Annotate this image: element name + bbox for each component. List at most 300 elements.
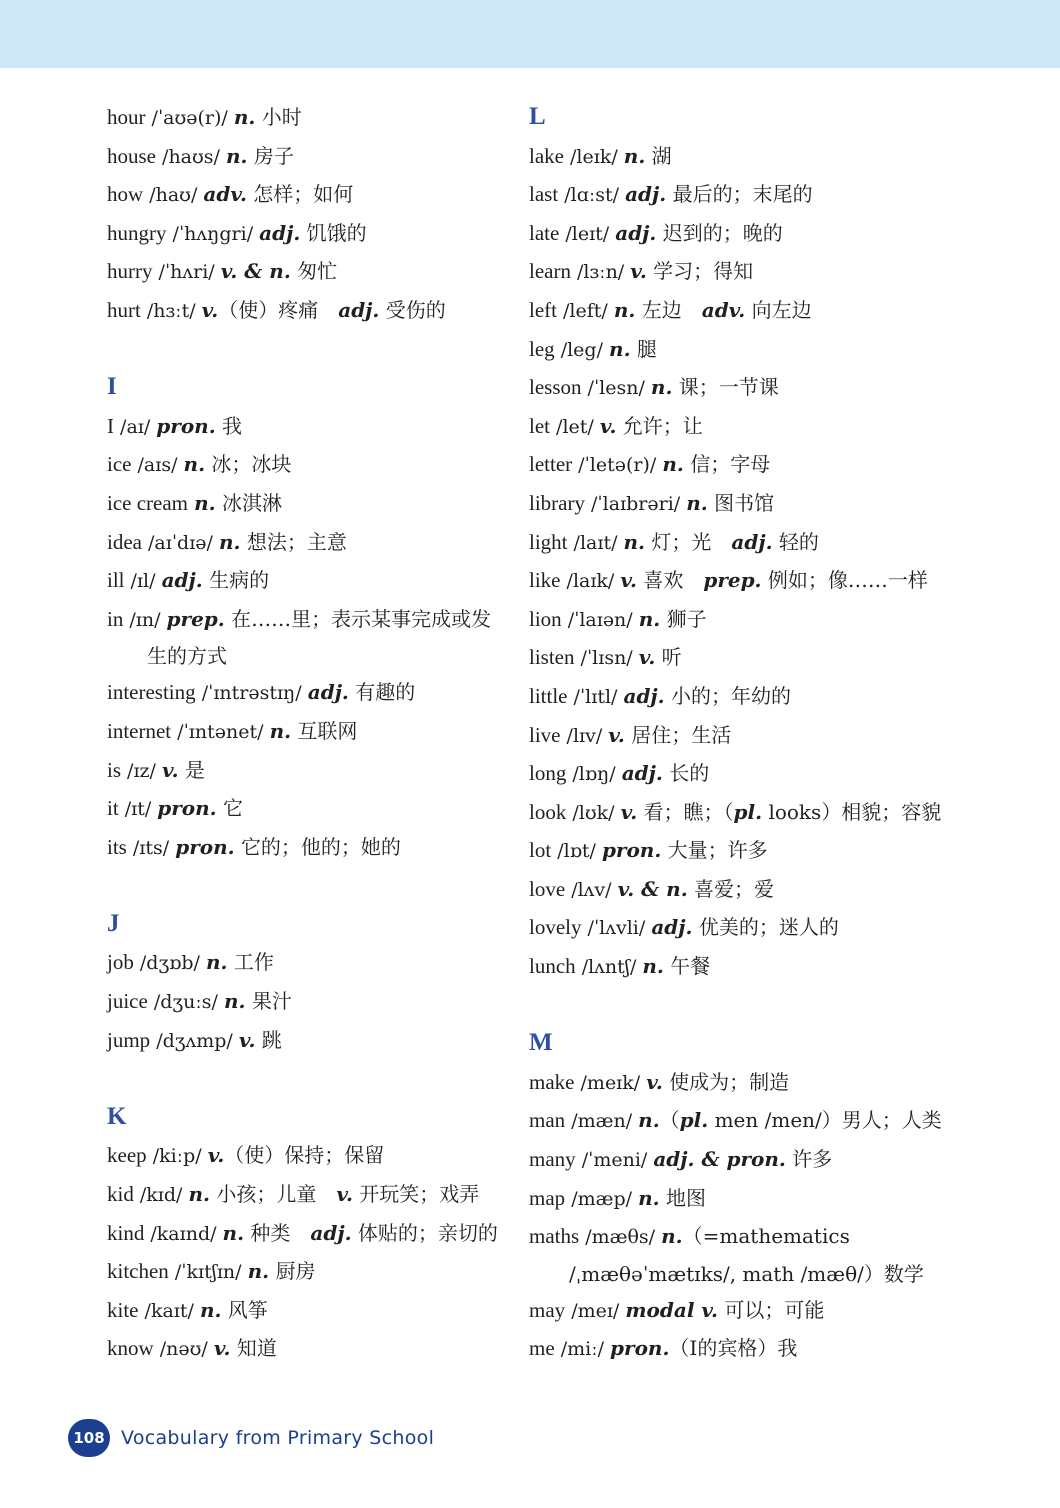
meaning: 我 [215,413,243,438]
meaning: 厨房 [269,1259,316,1284]
meaning: 互联网 [291,718,358,743]
phonetic: /lɑːst/ [558,184,626,207]
meaning: 大量；许多 [661,838,768,863]
headword: ill [107,568,125,593]
vocab-entry [529,1329,999,1368]
part-of-speech: adj. [651,915,693,940]
part-of-speech: prep. [703,568,762,593]
headword: leg [529,336,555,361]
part-of-speech: pron. [156,413,216,438]
part-of-speech: v. [646,1069,663,1094]
part-of-speech: v. [201,297,219,322]
headword: how [107,182,144,207]
vocab-entry [107,1214,517,1253]
headword: listen [529,645,575,670]
headword: know [107,1336,154,1361]
headword: hungry [107,220,167,245]
part-of-speech: n. [247,1259,270,1284]
phonetic: /mæn/ [565,1110,639,1133]
headword: lovely [529,915,582,940]
headword: kid [107,1182,134,1207]
vocab-entry [107,673,517,712]
headword: juice [107,989,148,1014]
headword: kite [107,1297,139,1322]
phonetic: /lʌntʃ/ [575,956,643,979]
meaning: 跳 [255,1027,282,1052]
headword: idea [107,529,142,554]
part-of-speech: adj. [625,182,667,207]
vocab-entry [529,1291,999,1330]
phonetic: /leg/ [554,338,610,361]
meaning: 想法；主意 [240,529,347,554]
meaning: 是 [178,757,205,782]
part-of-speech: n. [662,452,684,477]
header-band [0,0,1060,68]
vocab-entry [529,368,999,407]
part-of-speech: modal v. [625,1297,718,1322]
part-of-speech: n. [650,375,673,400]
meaning: 小的；年幼的 [664,683,791,708]
headword: late [529,220,560,245]
headword: I [107,413,114,438]
page-number-badge: 108 [68,1419,110,1457]
part-of-speech: pl. [733,799,763,824]
headword: library [529,490,585,515]
headword: map [529,1185,566,1210]
vocab-entry [529,638,999,677]
part-of-speech: n. [613,297,636,322]
meaning-continuation: 生的方式 [147,644,227,669]
phonetic: /ˈlɪsn/ [574,647,639,670]
phonetic: /ˈaʊə(r)/ [145,107,234,129]
part-of-speech: pron. [175,834,235,859]
vocab-entry [107,828,517,867]
phonetic: /ˈlaɪən/ [561,608,639,631]
vocab-entry [107,291,517,330]
vocab-entry [107,445,517,484]
meaning: 果汁 [245,989,292,1014]
meaning: 匆忙 [290,259,338,284]
phonetic: /kiːp/ [146,1145,208,1168]
meaning: 午餐 [663,954,711,979]
meaning: 体贴的；亲切的 [351,1220,498,1245]
headword: many [529,1147,576,1172]
part-of-speech: prep. [166,606,225,631]
part-of-speech: adj. [307,680,349,705]
meaning: 小孩；儿童 [210,1182,337,1207]
vocab-entry [107,982,517,1021]
headword: little [529,683,568,708]
headword: long [529,761,567,786]
phonetic: /lɒt/ [551,840,602,863]
meaning: 看；瞧；（ [637,799,734,824]
phonetic: /ˈhʌŋgri/ [166,222,260,245]
phonetic: /ˈlesn/ [581,377,651,400]
section-letter: I [107,373,117,401]
section-letter: K [107,1102,127,1130]
part-of-speech: adj. [259,220,301,245]
headword: lunch [529,954,576,979]
meaning: 可以；可能 [717,1297,825,1322]
part-of-speech: adj. [310,1220,352,1245]
part-of-speech: n. [194,490,216,515]
meaning: 使成为；制造 [662,1069,790,1094]
meaning: 风筝 [221,1297,268,1322]
vocab-entry [107,1175,517,1214]
phonetic: /ˈlaɪbrəri/ [584,492,687,515]
phonetic: /ɪts/ [126,836,176,859]
headword: jump [107,1027,151,1052]
phonetic: /dʒʌmp/ [150,1029,239,1052]
headword: kitchen [107,1259,169,1284]
phonetic: /ˈɪntənet/ [171,720,270,743]
phonetic: /mæp/ [565,1187,639,1210]
headword: internet [107,718,172,743]
phonetic: /nəʊ/ [153,1338,214,1361]
part-of-speech: pron. [610,1336,670,1361]
headword: interesting [107,680,196,705]
headword: may [529,1297,566,1322]
section-letter: M [529,1029,553,1057]
part-of-speech: adj. [338,297,380,322]
meaning: 小时 [255,105,302,129]
vocab-entry [107,1291,517,1330]
meaning: 怎样；如何 [246,182,354,207]
section-letter: L [529,103,546,130]
part-of-speech: v. [599,413,617,438]
phonetic: /ɪt/ [118,798,158,821]
part-of-speech: v. [336,1182,353,1207]
meaning: 生病的 [202,568,270,593]
meaning: 冰；冰块 [205,452,292,477]
meaning: 受伤的 [379,297,446,322]
part-of-speech: v. [213,1336,231,1361]
headword: hour [107,105,146,129]
headword: in [107,606,124,631]
phonetic: /miː/ [554,1338,611,1361]
part-of-speech: n. [638,606,661,631]
part-of-speech: adj. [731,529,773,554]
part-of-speech: n. [183,452,206,477]
meaning: 开玩笑；戏弄 [352,1182,480,1207]
headword: kind [107,1220,145,1245]
phonetic: /ˈhʌri/ [152,261,221,284]
meaning: 轻的 [772,529,819,554]
phonetic: /aɪs/ [131,454,184,477]
vocab-entry [107,175,517,214]
part-of-speech: adj. [161,568,203,593]
vocab-entry [529,330,999,369]
headword: light [529,529,568,554]
phonetic: /haʊs/ [156,145,226,168]
section-spacer [107,330,517,369]
headword: man [529,1108,566,1133]
section-spacer [529,986,999,1025]
vocab-entry [107,751,517,790]
left-column [107,98,517,1368]
vocab-entry [529,252,999,291]
phonetic: /haʊ/ [143,184,204,207]
phonetic: /ˈlʌvli/ [581,917,652,940]
meaning: 湖 [645,143,672,168]
phonetic: /laɪt/ [567,531,624,554]
part-of-speech: adj. & pron. [653,1147,786,1172]
vocab-entry [529,600,999,639]
part-of-speech: v. [238,1027,256,1052]
headword: is [107,757,122,782]
headword: lion [529,606,562,631]
phonetic: /kɪd/ [133,1184,189,1207]
meaning: 学习；得知 [646,259,754,284]
meaning: 左边 [635,297,702,322]
phonetic: /aɪ/ [114,415,157,438]
headword: its [107,834,127,859]
vocab-entry [107,1021,517,1060]
vocab-entry [529,1101,999,1140]
meaning: （使）保持；保留 [224,1143,385,1168]
vocab-entry [107,561,517,600]
headword: look [529,799,567,824]
phonetic: /lʊk/ [566,801,621,824]
vocab-entry [107,98,517,137]
headword: make [529,1069,575,1094]
meaning: 种类 [244,1220,311,1245]
meaning: 允许；让 [616,413,703,438]
vocab-entry [529,1179,999,1218]
headword: let [529,413,550,438]
part-of-speech: n. [642,954,664,979]
meaning: 有趣的 [348,680,416,705]
headword: lesson [529,375,582,400]
part-of-speech: adv. [203,182,247,207]
page-footer [68,1419,434,1457]
meaning: 长的 [662,761,710,786]
vocab-entry [529,1063,999,1102]
meaning: 灯；光 [645,529,732,554]
headword: job [107,950,134,975]
part-of-speech: v. [620,799,638,824]
headword: lot [529,838,552,863]
phonetic: /lɪv/ [560,724,609,747]
vocab-entry [529,677,999,716]
vocab-entry [107,943,517,982]
vocab-entry [107,484,517,523]
headword: last [529,182,559,207]
meaning: 它的；他的；她的 [234,834,401,859]
part-of-speech: n. [686,490,708,515]
part-of-speech: adv. [701,297,746,322]
part-of-speech: v. [630,259,647,284]
phonetic: /ɪn/ [123,608,167,631]
meaning: 听 [655,645,682,670]
meaning: 工作 [227,950,274,975]
part-of-speech: n. [223,989,246,1014]
phonetic: /left/ [556,299,614,322]
headword: me [529,1336,555,1361]
phonetic: /meɪk/ [574,1071,647,1094]
part-of-speech: n. [638,1185,660,1210]
vocab-entry [529,716,999,755]
phonetic: /ˈmeni/ [575,1149,654,1172]
headword: live [529,722,561,747]
part-of-speech: n. [225,143,248,168]
phonetic: /dʒɒb/ [133,952,206,975]
part-of-speech: adj. [615,220,657,245]
vocab-entry [529,445,999,484]
phonetic: /ɪl/ [124,570,162,593]
headword: house [107,143,156,168]
meaning: 饥饿的 [300,220,367,245]
vocab-entry [529,831,999,870]
headword: ice [107,452,132,477]
headword: it [107,796,119,821]
part-of-speech: v. [620,568,637,593]
part-of-speech: n. [609,336,631,361]
meaning: 喜爱；爱 [687,876,775,901]
phonetic: /ˈletə(r)/ [572,454,663,477]
phonetic: /lɒŋ/ [566,763,622,786]
headword: letter [529,452,573,477]
section-spacer [107,1059,517,1098]
meaning: （I的宾格）我 [669,1336,798,1361]
headword: ice cream [107,490,189,515]
headword: hurry [107,259,153,284]
vocab-entry [529,484,999,523]
part-of-speech: pl. [679,1108,709,1133]
phonetic: /mæθs/ [579,1226,662,1249]
phonetic: /leɪt/ [559,222,616,245]
part-of-speech: v. & n. [220,259,291,284]
meaning: 喜欢 [636,568,704,593]
part-of-speech: v. & n. [617,876,688,901]
part-of-speech: v. [608,722,625,747]
meaning: 最后的；末尾的 [666,182,813,207]
vocab-entry [529,870,999,909]
meaning: 房子 [247,143,294,168]
part-of-speech: adj. [623,683,665,708]
part-of-speech: v. [638,645,656,670]
vocab-entry [107,407,517,446]
headword: left [529,297,557,322]
vocab-entry [529,561,999,600]
part-of-speech: n. [222,1220,245,1245]
meaning: 它 [216,796,243,821]
footer-title: Vocabulary from Primary School [121,1427,435,1449]
meaning: 冰淇淋 [215,490,282,515]
headword: love [529,876,566,901]
vocab-entry [107,214,517,253]
vocab-entry [529,214,999,253]
headword: keep [107,1143,147,1168]
part-of-speech: n. [188,1182,210,1207]
phonetic: /hɜːt/ [140,299,202,322]
vocab-entry [107,252,517,291]
meaning: 知道 [230,1336,277,1361]
phonetic: /ɪz/ [121,759,162,782]
headword: like [529,568,561,593]
meaning: 优美的；迷人的 [692,915,839,940]
section-letter: J [107,909,120,937]
part-of-speech: v. [161,757,179,782]
meaning: 信；字母 [683,452,771,477]
part-of-speech: n. [623,143,646,168]
meaning: 例如；像……一样 [761,568,928,593]
vocab-entry [529,407,999,446]
meaning: 迟到的；晚的 [656,220,783,245]
phonetic: /lʌv/ [565,878,618,901]
meaning: 课；一节课 [672,375,779,400]
meaning: 图书馆 [707,490,775,515]
vocab-entry [529,754,999,793]
headword: learn [529,259,571,284]
vocab-entry [107,523,517,562]
meaning: 狮子 [660,606,707,631]
phonetic: /leɪk/ [563,145,624,168]
meaning: （使）疼痛 [218,297,339,322]
vocab-entry [107,1329,517,1368]
vocab-entry [529,175,999,214]
part-of-speech: n. [205,950,228,975]
meaning: 向左边 [745,297,812,322]
meaning: 在……里；表示某事完成或发 [224,606,492,631]
part-of-speech: v. [207,1143,225,1168]
vocab-entry [529,793,999,832]
phonetic: /ˈkɪtʃɪn/ [168,1261,248,1284]
part-of-speech: n. [623,529,646,554]
phonetic: /kaɪt/ [138,1299,200,1322]
phonetic: /aɪˈdɪə/ [141,531,219,554]
vocab-entry [529,1140,999,1179]
meaning: （=mathematics [682,1224,850,1249]
vocab-entry [529,291,999,330]
part-of-speech: n. [638,1108,660,1133]
vocab-entry [107,712,517,751]
phonetic: /let/ [550,415,600,438]
phonetic: /laɪk/ [560,570,621,593]
part-of-speech: adj. [621,761,663,786]
vocab-entry [529,1217,999,1291]
phonetic: /ˈɪntrəstɪŋ/ [195,682,308,705]
headword: hurt [107,297,141,322]
meaning: 居住；生活 [624,722,732,747]
meaning: 许多 [785,1147,833,1172]
vocab-entry [529,947,999,986]
phonetic: /lɜːn/ [570,261,631,284]
part-of-speech: n. [661,1224,683,1249]
phonetic: /meɪ/ [565,1299,626,1322]
meaning: 腿 [630,336,657,361]
meaning: （ [659,1108,680,1133]
part-of-speech: n. [233,105,256,129]
meaning-continuation: /ˌmæθəˈmætɪks/, math /mæθ/）数学 [569,1261,924,1286]
meaning: looks）相貌；容貌 [762,799,942,824]
vocab-entry [107,137,517,176]
part-of-speech: n. [218,529,241,554]
meaning: 地图 [659,1185,706,1210]
vocab-entry [107,1252,517,1291]
part-of-speech: pron. [157,796,217,821]
vocab-entry [529,137,999,176]
vocab-entry [107,789,517,828]
vocab-entry [529,908,999,947]
vocab-entry [107,1136,517,1175]
phonetic: /ˈlɪtl/ [567,685,624,708]
phonetic: /dʒuːs/ [147,991,224,1014]
headword: lake [529,143,564,168]
part-of-speech: n. [199,1297,222,1322]
meaning: men /men/）男人；人类 [708,1108,942,1133]
vocab-entry [529,523,999,562]
